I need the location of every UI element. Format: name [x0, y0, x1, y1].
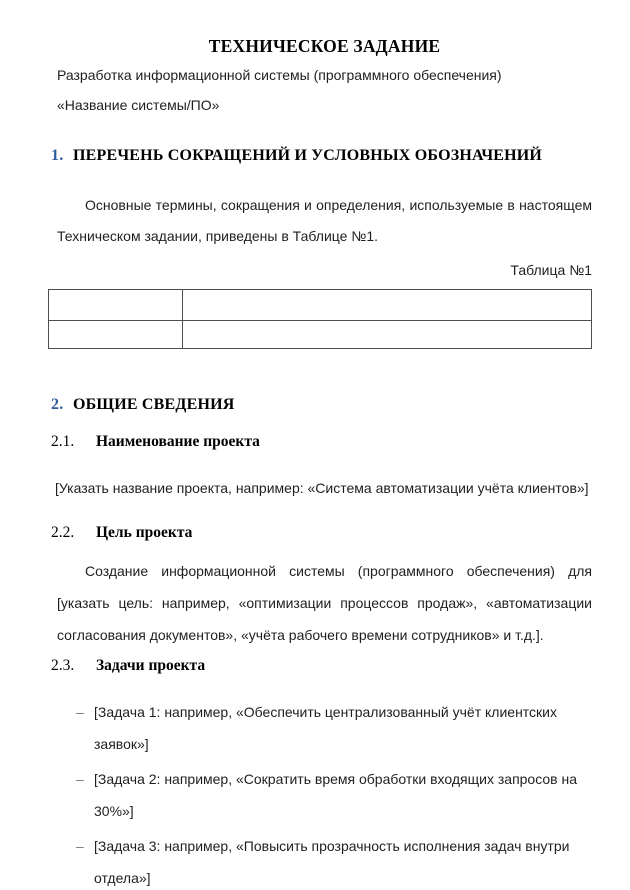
document-subtitle-line2: «Название системы/ПО»	[57, 97, 220, 113]
subsection-2-3-number: 2.3.	[51, 657, 75, 674]
paragraph-line: Создание информационной системы (программного обеспечения) для	[85, 563, 592, 579]
subsection-2-3-heading	[51, 656, 205, 676]
document-title: ТЕХНИЧЕСКОЕ ЗАДАНИЕ	[208, 36, 441, 56]
task-line: [Задача 1: например, «Обеспечить централизованный учёт клиентских	[94, 704, 558, 720]
paragraph-line: согласования документов», «учёта рабочего времени сотрудников» и т.д.].	[57, 627, 544, 643]
task-text	[94, 696, 592, 760]
table-cell	[49, 321, 183, 349]
terms-table	[48, 289, 592, 349]
document-subtitle-line1: Разработка информационной системы (программного обеспечения)	[57, 67, 502, 83]
task-line: отдела»]	[94, 870, 151, 886]
paragraph-line: Техническом задании, приведены в Таблице №1.	[57, 228, 379, 244]
subsection-2-1-heading	[51, 432, 260, 452]
table-cell	[49, 290, 183, 321]
task-text	[94, 830, 592, 890]
task-line: заявок»]	[94, 736, 149, 752]
dash-bullet-marker: –	[76, 771, 84, 787]
section-1-paragraph	[57, 190, 592, 252]
subsection-2-2-heading-text: Цель проекта	[96, 524, 193, 541]
task-line: [Задача 2: например, «Сократить время обработки входящих запросов на	[94, 771, 578, 787]
subsection-2-2-heading	[51, 523, 192, 543]
list-item	[76, 830, 592, 890]
section-1-heading-text: ПЕРЕЧЕНЬ СОКРАЩЕНИЙ И УСЛОВНЫХ ОБОЗНАЧЕНИЙ	[73, 147, 543, 164]
subsection-2-1-heading-text: Наименование проекта	[96, 433, 260, 450]
subsection-2-2-number: 2.2.	[51, 524, 75, 541]
table-row	[49, 321, 592, 349]
subsection-2-3-heading-text: Задачи проекта	[96, 657, 206, 674]
task-text	[94, 763, 592, 827]
subsection-2-1-number: 2.1.	[51, 433, 75, 450]
list-item	[76, 763, 592, 827]
table-caption: Таблица №1	[510, 262, 592, 278]
section-1-heading	[51, 146, 542, 166]
dash-bullet-marker: –	[76, 704, 84, 720]
project-name-placeholder: [Указать название проекта, например: «Система автоматизации учёта клиентов»]	[55, 480, 589, 496]
task-line: [Задача 3: например, «Повысить прозрачность исполнения задач внутри	[94, 838, 570, 854]
paragraph-line: [указать цель: например, «оптимизации процессов продаж», «автоматизации	[57, 595, 592, 611]
paragraph-line: Основные термины, сокращения и определения, используемые в настоящем	[85, 197, 592, 213]
section-2-heading-text: ОБЩИЕ СВЕДЕНИЯ	[73, 396, 235, 413]
dash-bullet-marker: –	[76, 838, 84, 854]
project-goal-paragraph	[57, 555, 592, 651]
table-cell	[183, 321, 592, 349]
section-2-number: 2.	[51, 396, 64, 413]
list-item	[76, 696, 592, 760]
task-line: 30%»]	[94, 803, 134, 819]
table-cell	[183, 290, 592, 321]
table-row	[49, 290, 592, 321]
section-1-number: 1.	[51, 147, 64, 164]
section-2-heading	[51, 395, 235, 415]
tasks-list	[76, 696, 592, 890]
